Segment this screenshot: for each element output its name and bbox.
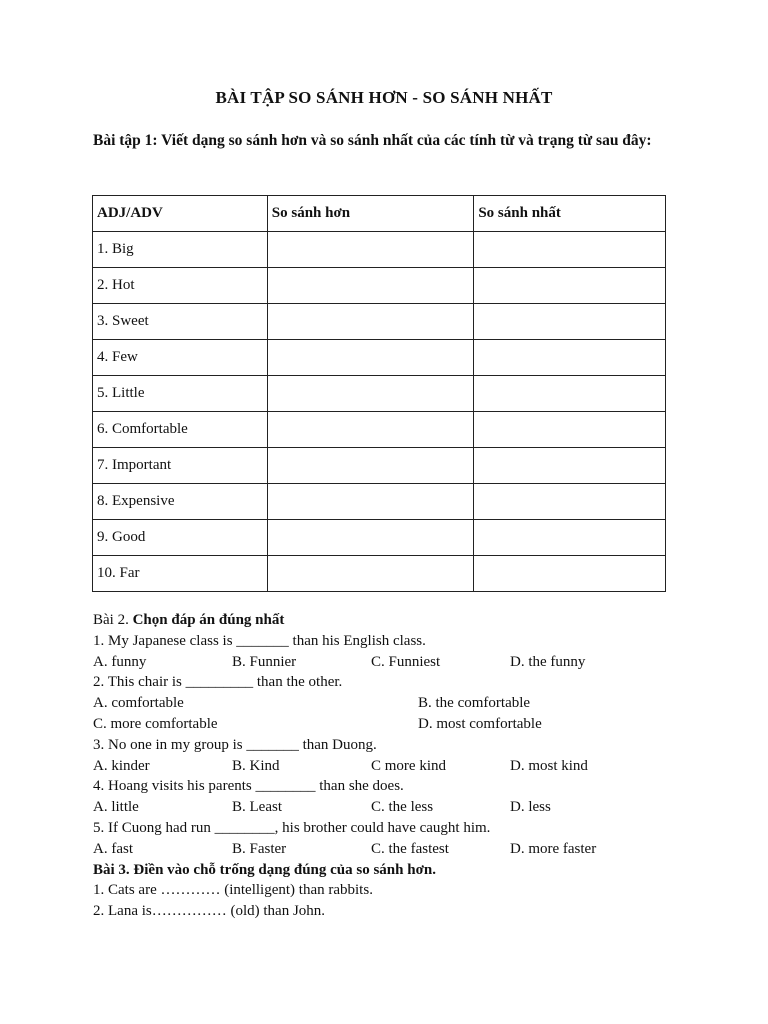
word-cell: 8. Expensive	[93, 484, 268, 520]
answer-option[interactable]: B. the comfortable	[418, 695, 531, 712]
answer-option[interactable]: C. the less	[371, 799, 434, 816]
answer-option[interactable]: A. comfortable	[93, 695, 184, 712]
column-header-superlative: So sánh nhất	[474, 196, 666, 232]
exercise-2-heading	[93, 610, 693, 631]
answer-option[interactable]: A. funny	[93, 653, 147, 670]
column-header-comparative: So sánh hơn	[267, 196, 474, 232]
answer-option[interactable]: D. less	[510, 799, 551, 816]
superlative-answer-cell[interactable]	[474, 448, 666, 484]
word-cell: 7. Important	[93, 448, 268, 484]
fill-in-item: 1. Cats are ………… (intelligent) than rabbits.	[93, 882, 373, 899]
word-cell: 3. Sweet	[93, 304, 268, 340]
comparative-answer-cell[interactable]	[267, 340, 474, 376]
answer-option[interactable]: A. little	[93, 799, 139, 816]
superlative-answer-cell[interactable]	[474, 268, 666, 304]
options-row	[93, 797, 693, 818]
answer-option[interactable]: A. kinder	[93, 757, 150, 774]
superlative-answer-cell[interactable]	[474, 304, 666, 340]
word-cell: 4. Few	[93, 340, 268, 376]
answer-option[interactable]: B. Faster	[232, 840, 287, 857]
superlative-answer-cell[interactable]	[474, 484, 666, 520]
comparative-answer-cell[interactable]	[267, 412, 474, 448]
answer-option[interactable]: D. the funny	[510, 653, 586, 670]
answer-option[interactable]: B. Kind	[232, 757, 280, 774]
question-text: 4. Hoang visits his parents ________ than she does.	[93, 778, 404, 795]
table-row	[93, 412, 666, 448]
options-row	[93, 652, 693, 673]
table-row	[93, 376, 666, 412]
exercise-2-title: Chọn đáp án đúng nhất	[132, 612, 285, 628]
word-cell: 10. Far	[93, 556, 268, 592]
answer-option[interactable]: D. more faster	[510, 840, 597, 857]
answer-option[interactable]: B. Least	[232, 799, 282, 816]
answer-option[interactable]: A. fast	[93, 840, 133, 857]
answer-option[interactable]: B. Funnier	[232, 653, 297, 670]
options-row	[93, 756, 693, 777]
table-row	[93, 484, 666, 520]
exercise-2-label: Bài 2.	[93, 612, 133, 628]
options-row	[93, 714, 693, 735]
superlative-answer-cell[interactable]	[474, 520, 666, 556]
options-row	[93, 693, 693, 714]
options-row	[93, 839, 693, 860]
question-text: 3. No one in my group is _______ than Duong.	[93, 736, 377, 753]
question-text: 1. My Japanese class is _______ than his English class.	[93, 632, 426, 649]
superlative-answer-cell[interactable]	[474, 232, 666, 268]
word-cell: 5. Little	[93, 376, 268, 412]
comparative-answer-cell[interactable]	[267, 232, 474, 268]
exercise-1-heading: Bài tập 1: Viết dạng so sánh hơn và so sánh nhất của các tính từ và trạng từ sau đây:	[93, 132, 652, 149]
superlative-answer-cell[interactable]	[474, 412, 666, 448]
column-header-adj-adv: ADJ/ADV	[93, 196, 268, 232]
comparative-answer-cell[interactable]	[267, 448, 474, 484]
word-cell: 2. Hot	[93, 268, 268, 304]
word-cell: 6. Comfortable	[93, 412, 268, 448]
page-title: BÀI TẬP SO SÁNH HƠN - SO SÁNH NHẤT	[215, 88, 553, 107]
question-text: 5. If Cuong had run ________, his brother could have caught him.	[93, 819, 491, 836]
comparative-answer-cell[interactable]	[267, 376, 474, 412]
fill-in-item: 2. Lana is…………… (old) than John.	[93, 903, 326, 920]
table-row	[93, 448, 666, 484]
comparative-answer-cell[interactable]	[267, 304, 474, 340]
question-text: 2. This chair is _________ than the other.	[93, 674, 343, 691]
comparative-answer-cell[interactable]	[267, 268, 474, 304]
exercise-3-heading	[93, 860, 693, 881]
superlative-answer-cell[interactable]	[474, 556, 666, 592]
superlative-answer-cell[interactable]	[474, 376, 666, 412]
answer-option[interactable]: C. Funniest	[371, 653, 441, 670]
table-row	[93, 556, 666, 592]
comparative-answer-cell[interactable]	[267, 520, 474, 556]
answer-option[interactable]: D. most comfortable	[418, 715, 542, 732]
answer-option[interactable]: D. most kind	[510, 757, 588, 774]
table-row	[93, 268, 666, 304]
comparative-answer-cell[interactable]	[267, 556, 474, 592]
answer-option[interactable]: C. the fastest	[371, 840, 449, 857]
table-header-row	[93, 196, 666, 232]
comparative-answer-cell[interactable]	[267, 484, 474, 520]
table-row	[93, 304, 666, 340]
exercise-2-section	[93, 610, 693, 922]
table-row	[93, 340, 666, 376]
table-row	[93, 232, 666, 268]
comparison-table	[92, 195, 666, 592]
exercise-3-title: Bài 3. Điền vào chỗ trống dạng đúng của so sánh hơn.	[93, 861, 436, 878]
answer-option[interactable]: C more kind	[371, 757, 446, 774]
word-cell: 1. Big	[93, 232, 268, 268]
answer-option[interactable]: C. more comfortable	[93, 715, 218, 732]
table-row	[93, 520, 666, 556]
superlative-answer-cell[interactable]	[474, 340, 666, 376]
word-cell: 9. Good	[93, 520, 268, 556]
